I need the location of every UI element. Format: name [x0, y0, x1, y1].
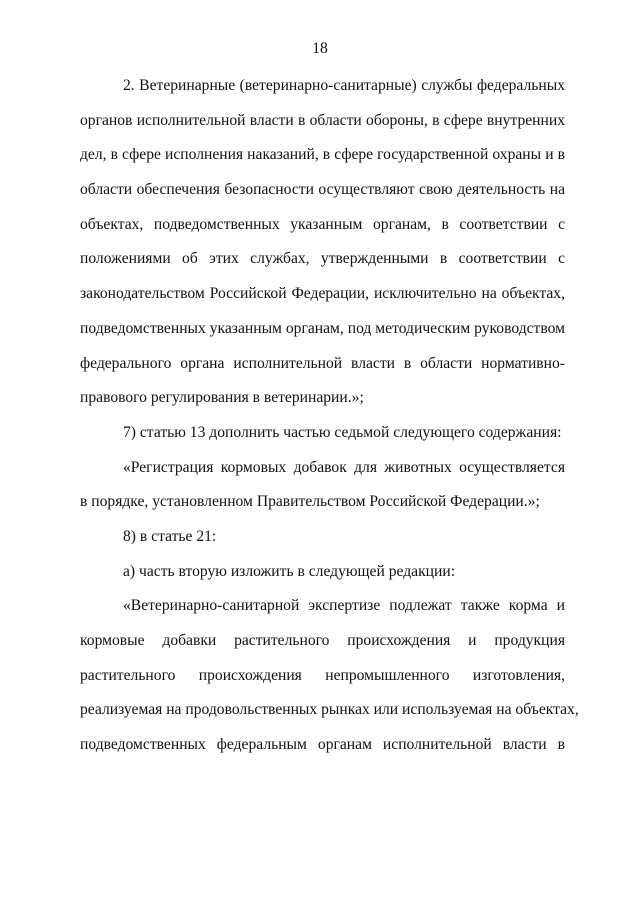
text-line: растительного происхождения непромышленного изготовления,: [80, 666, 565, 684]
text-line: законодательством Российской Федерации, исключительно на объектах,: [80, 285, 565, 303]
text-line: 2. Ветеринарные (ветеринарно-санитарные) службы федеральных: [123, 77, 565, 94]
text-line: объектах, подведомственных указанным органам, в соответствии с: [80, 215, 565, 233]
text-line: области обеспечения безопасности осуществляют свою деятельность на: [80, 181, 565, 199]
paragraph-article-13: [80, 416, 565, 451]
text-line: правового регулирования в ветеринарии.»;: [80, 389, 364, 407]
text-line: в порядке, установленном Правительством Российской Федерации.»;: [80, 493, 540, 511]
text-line: а) часть вторую изложить в следующей редакции:: [123, 562, 456, 580]
paragraph-feed-additives-registration: [80, 451, 565, 520]
paragraph-veterinary-services: [80, 69, 565, 416]
document-body: [80, 69, 579, 763]
text-line: кормовые добавки растительного происхождения и продукция: [80, 632, 565, 649]
text-line: органов исполнительной власти в области обороны, в сфере внутренних: [80, 111, 565, 129]
text-line: федерального органа исполнительной власти в области нормативно-: [80, 354, 565, 372]
text-line: положениями об этих службах, утвержденными в соответствии с: [80, 250, 565, 268]
text-line: подведомственных федеральным органам исполнительной власти в: [80, 736, 565, 754]
text-line: 8) в статье 21:: [123, 527, 217, 545]
text-line: «Ветеринарно-санитарной экспертизе подлежат также корма и: [123, 597, 565, 615]
paragraph-sanitary-expertise: [80, 589, 579, 762]
text-line: «Регистрация кормовых добавок для животных осуществляется: [123, 458, 565, 476]
text-line: дел, в сфере исполнения наказаний, в сфере государственной охраны и в: [80, 146, 565, 164]
text-line: подведомственных указанным органам, под методическим руководством: [80, 319, 565, 337]
text-line: реализуемая на продовольственных рынках или используемая на объектах,: [80, 701, 579, 719]
text-line: 7) статью 13 дополнить частью седьмой следующего содержания:: [123, 423, 562, 441]
paragraph-part-two: [80, 555, 565, 590]
page-number: 18: [312, 40, 328, 57]
paragraph-article-21: [80, 520, 565, 555]
